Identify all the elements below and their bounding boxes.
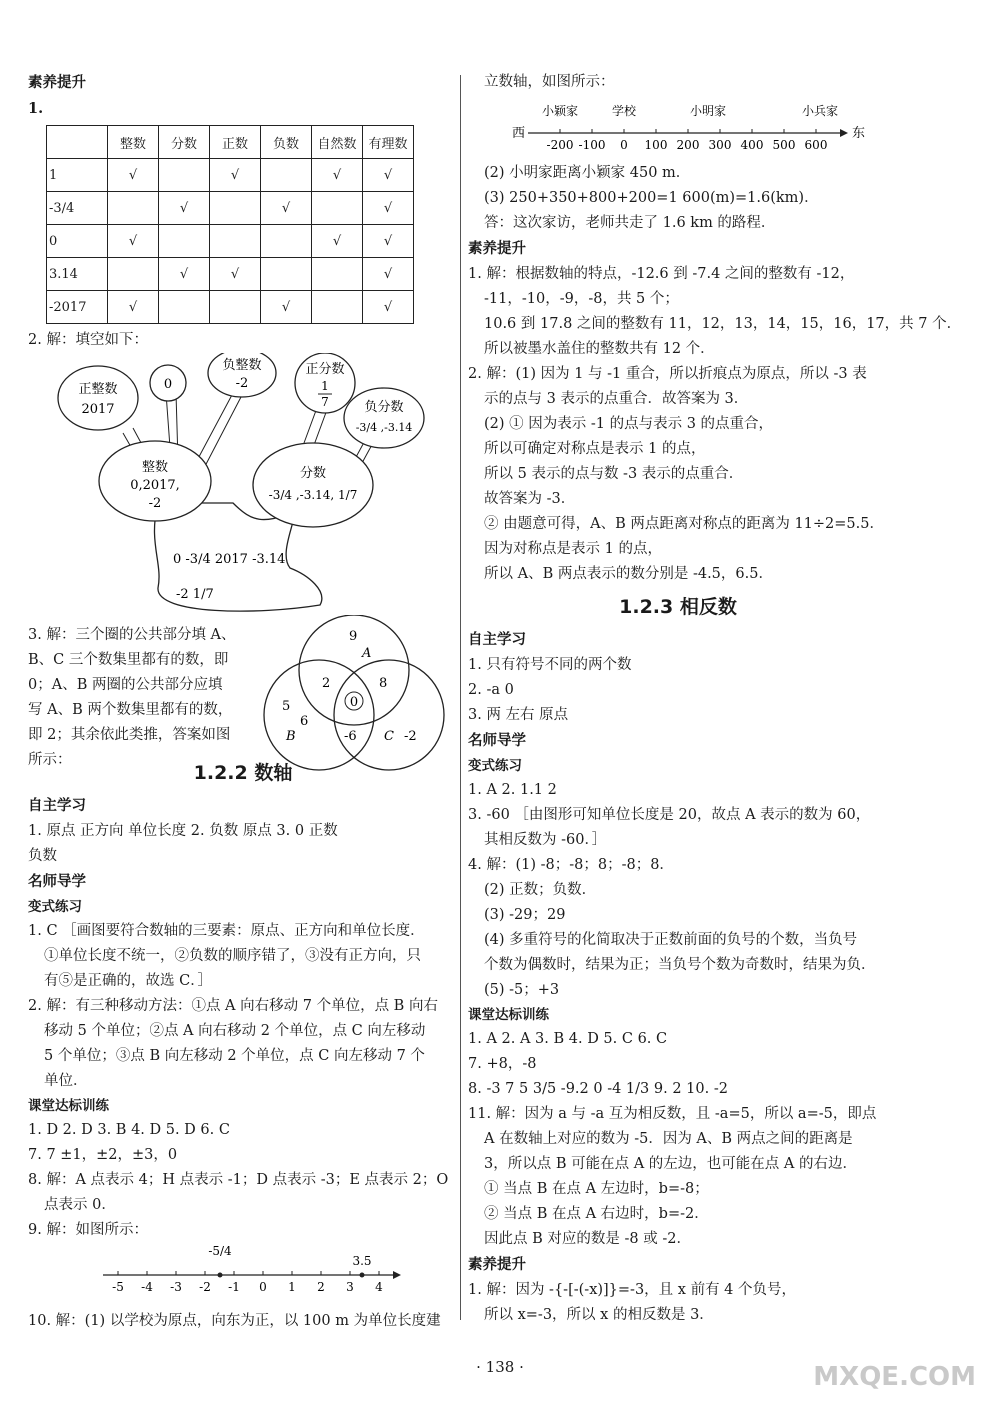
pos-frac-num: 1 [321, 379, 329, 393]
bianshi-line: 其相反数为 -60．］ [484, 832, 607, 848]
section-title-1-2-3: 1.2.3 相反数 [619, 596, 737, 618]
q10-line: 10. 解：(1) 以学校为原点，向东为正，以 100 m 为单位长度建 [28, 1313, 441, 1329]
page-number: · 138 · [476, 1358, 524, 1376]
column-divider [460, 75, 461, 1320]
ketang-line: 1. D 2. D 3. B 4. D 5. D 6. C [28, 1122, 230, 1138]
pos-frac-label: 正分数 [305, 362, 345, 377]
place-label-xiaoming: 小明家 [689, 104, 727, 118]
table-cell: √ [210, 258, 261, 291]
east-label: 东 [852, 126, 866, 141]
q9-tick-label: 4 [375, 1280, 383, 1294]
zizhu-heading: 自主学习 [28, 798, 86, 814]
bianshi-line: 2. 解：有三种移动方法：①点 A 向右移动 7 个单位，点 B 向右 [28, 998, 438, 1014]
zizhu-heading: 自主学习 [468, 632, 526, 648]
table-cell: √ [159, 192, 210, 225]
table-cell [210, 225, 261, 258]
venn-right: -2 [404, 729, 417, 744]
place-label-xiaobing: 小兵家 [801, 104, 839, 118]
bianshi-line: (2) 正数；负数． [484, 882, 597, 898]
table-row [47, 192, 414, 225]
venn-label-a: A [362, 646, 372, 661]
section-title-1-2-2: 1.2.2 数轴 [193, 762, 293, 784]
mingshi-heading: 名师导学 [468, 733, 526, 749]
zizhu-line: 1. 只有符号不同的两个数 [468, 657, 632, 673]
table-cell: √ [363, 225, 414, 258]
table-header: 分数 [159, 126, 210, 159]
suyang-line: 所以可确定对称点是表示 1 的点， [484, 441, 706, 457]
table-header: 有理数 [363, 126, 414, 159]
table-header [47, 126, 108, 159]
table-cell: √ [108, 291, 159, 324]
suyang-line: (2) ① 因为表示 -1 的点与表示 3 的点重合， [484, 416, 774, 432]
table-header: 负数 [261, 126, 312, 159]
integer-values-2: -2 [148, 496, 162, 511]
table-cell: √ [108, 225, 159, 258]
table-cell: √ [261, 192, 312, 225]
table-cell: √ [210, 159, 261, 192]
suyang-line: 1. 解：因为 -{-[-(-x)]}=-3，且 x 前有 4 个负号， [468, 1282, 797, 1298]
suyang-line: 1. 解：根据数轴的特点，-12.6 到 -7.4 之间的整数有 -12， [468, 266, 855, 282]
table-cell: √ [261, 291, 312, 324]
ketang-line: ② 当点 B 在点 A 右边时，b=-2． [484, 1206, 709, 1222]
q9-tick-label: -1 [228, 1280, 240, 1294]
trunk-values-1: 0 -3/4 2017 -3.14 [173, 552, 286, 567]
table-cell: √ [312, 225, 363, 258]
table-cell [261, 159, 312, 192]
ketang-line: 8. -3 7 5 3/5 -9.2 0 -4 1/3 9. 2 10. -2 [468, 1081, 728, 1097]
ketang-line: 11. 解：因为 a 与 -a 互为相反数，且 -a=5，所以 a=-5，即点 [468, 1106, 877, 1122]
distance-tick-label: 500 [772, 138, 796, 152]
table-cell [159, 291, 210, 324]
classification-table [46, 125, 414, 324]
q3-line: 写 A、B 两个数集里都有的数， [28, 702, 233, 718]
table-cell [210, 192, 261, 225]
suyang-line: 所以被墨水盖住的整数共有 12 个． [484, 341, 715, 357]
row-label: -3/4 [47, 192, 108, 225]
bianshi-line: 5 个单位；③点 B 向左移动 2 个单位，点 C 向左移动 7 个 [44, 1048, 425, 1064]
suyang-line: 10.6 到 17.8 之间的整数有 11，12，13，14，15，16，17，共 7 个． [484, 316, 962, 332]
q3-line: B、C 三个数集里都有的数，即 [28, 652, 229, 668]
axis-arrow [393, 1271, 401, 1279]
venn-ac: 8 [379, 676, 388, 691]
q3-block [28, 623, 458, 768]
number-line-q9 [28, 1243, 448, 1305]
q9-tick-label: 2 [317, 1280, 325, 1294]
zero-value: 0 [163, 377, 173, 392]
suyang-heading-2: 素养提升 [468, 241, 526, 257]
answer-line: (2) 小明家距离小颖家 450 m． [484, 165, 691, 181]
table-cell: √ [312, 159, 363, 192]
venn-left-2: 6 [300, 714, 309, 729]
mark-neg-five-quarters: -5/4 [208, 1244, 232, 1258]
pos-frac-den: 7 [321, 395, 329, 409]
continuation-line: 立数轴，如图所示： [484, 74, 615, 90]
zizhu-line: 3. 两 左右 原点 [468, 707, 569, 723]
suyang-line: 所以 x=-3，所以 x 的相反数是 3． [484, 1307, 714, 1323]
table-cell [159, 225, 210, 258]
ketang-line: 8. 解：A 点表示 4；H 点表示 -1；D 点表示 -3；E 点表示 2；O [28, 1172, 449, 1188]
distance-tick-label: 100 [644, 138, 668, 152]
answer-line: 答：这次家访，老师共走了 1.6 km 的路程． [484, 215, 776, 231]
pos-int-bubble [58, 366, 138, 430]
ketang-line: 1. A 2. A 3. B 4. D 5. C 6. C [468, 1031, 668, 1047]
table-cell [108, 258, 159, 291]
watermark-logo: MXQE.COM [813, 1362, 976, 1392]
table-cell [312, 258, 363, 291]
table-header: 整数 [108, 126, 159, 159]
venn-label-c: C [384, 729, 394, 744]
distance-tick-label: 400 [740, 138, 764, 152]
bianshi-line: 个数为偶数时，结果为正；当负号个数为奇数时，结果为负． [484, 957, 876, 973]
west-label: 西 [512, 126, 526, 141]
venn-label-b: B [286, 729, 296, 744]
fraction-values: -3/4 ,-3.14, 1/7 [268, 488, 358, 502]
distance-tick-label: 600 [804, 138, 828, 152]
neg-frac-value: -3/4 ,-3.14 [355, 421, 413, 434]
suyang-line: 示的点与 3 表示的点重合．故答案为 3． [484, 391, 749, 407]
venn-diagram [254, 615, 454, 775]
suyang-line: 因为对称点是表示 1 的点， [484, 541, 662, 557]
row-label: 3.14 [47, 258, 108, 291]
venn-top: 9 [349, 629, 358, 644]
bianshi-line: 4. 解：(1) -8；-8；8；-8；8． [468, 857, 674, 873]
tree-svg [28, 353, 448, 623]
ketang-line: A 在数轴上对应的数为 -5．因为 A、B 两点之间的距离是 [484, 1131, 853, 1147]
suyang-line: 所以 5 表示的点与数 -3 表示的点重合． [484, 466, 744, 482]
place-label-school: 学校 [611, 104, 637, 118]
number-tree-diagram [28, 353, 458, 623]
suyang-heading-3: 素养提升 [468, 1257, 526, 1273]
zizhu-line: 1. 原点 正方向 单位长度 2. 负数 原点 3. 0 正数 [28, 823, 338, 839]
row-label: 0 [47, 225, 108, 258]
ketang-line: 点表示 0． [44, 1197, 116, 1213]
pos-int-label: 正整数 [78, 382, 118, 397]
table-cell [261, 225, 312, 258]
distance-tick-label: 200 [676, 138, 700, 152]
bianshi-heading: 变式练习 [468, 758, 522, 774]
table-cell: √ [363, 258, 414, 291]
ketang-line: 7. +8，-8 [468, 1056, 537, 1072]
zizhu-line: 2. -a 0 [468, 682, 514, 698]
suyang-line: -11，-10，-9，-8，共 5 个； [484, 291, 679, 307]
table-header: 正数 [210, 126, 261, 159]
q3-line: 即 2；其余依此类推，答案如图 [28, 727, 231, 743]
bianshi-line: 移动 5 个单位；②点 A 向右移动 2 个单位，点 C 向左移动 [44, 1023, 426, 1039]
mark-three-point-five: 3.5 [352, 1254, 372, 1268]
neg-frac-label: 负分数 [364, 400, 404, 415]
fraction-label: 分数 [299, 466, 327, 481]
suyang-line: 故答案为 -3． [484, 491, 576, 507]
table-cell: √ [363, 159, 414, 192]
distance-tick-label: 300 [708, 138, 732, 152]
table-header-row [47, 126, 414, 159]
bianshi-line: (4) 多重符号的化简取决于正数前面的负号的个数，当负号 [484, 932, 858, 948]
table-cell [108, 192, 159, 225]
ketang-heading: 课堂达标训练 [28, 1098, 109, 1114]
venn-left: 5 [282, 699, 291, 714]
ketang-line: ① 当点 B 在点 A 左边时，b=-8； [484, 1181, 709, 1197]
venn-bc: -6 [344, 729, 357, 744]
q9-tick-label: -4 [141, 1280, 153, 1294]
bianshi-line: 有⑤是正确的，故选 C．］ [44, 973, 212, 989]
q9-tick-label: 3 [346, 1280, 354, 1294]
integer-label: 整数 [141, 460, 169, 475]
ketang-line: 3，所以点 B 可能在点 A 的左边，也可能在点 A 的右边． [484, 1156, 857, 1172]
right-column [468, 70, 962, 1328]
table-header: 自然数 [312, 126, 363, 159]
mingshi-heading: 名师导学 [28, 874, 86, 890]
suyang-heading-1: 素养提升 [28, 75, 86, 91]
bianshi-line: ①单位长度不统一，②负数的顺序错了，③没有正方向，只 [44, 948, 421, 964]
row-label: 1 [47, 159, 108, 192]
axis-arrow [840, 129, 848, 137]
bianshi-line: 1. C ［画图要符合数轴的三要素：原点、正方向和单位长度． [28, 923, 425, 939]
table-cell [210, 291, 261, 324]
bianshi-line: 单位． [44, 1073, 88, 1089]
table-row [47, 291, 414, 324]
venn-ab: 2 [322, 676, 331, 691]
left-column [28, 70, 458, 1334]
bianshi-line: (5) -5；+3 [484, 982, 560, 998]
q9-tick-label: -2 [199, 1280, 211, 1294]
suyang-line: ② 由题意可得，A、B 两点距离对称点的距离为 11÷2=5.5． [484, 516, 884, 532]
pos-int-value: 2017 [81, 402, 115, 417]
answer-line: (3) 250+350+800+200=1 600(m)=1.6(km)． [484, 190, 819, 206]
row-label: -2017 [47, 291, 108, 324]
table-cell [159, 159, 210, 192]
table-cell [312, 291, 363, 324]
bianshi-line: 1. A 2. 1.1 2 [468, 782, 557, 798]
bianshi-line: 3. -60 ［由图形可知单位长度是 20，故点 A 表示的数为 60， [468, 807, 871, 823]
distance-tick-label: -200 [546, 138, 574, 152]
q3-line: 所示： [28, 752, 72, 768]
q9-tick-label: 0 [259, 1280, 267, 1294]
table-cell: √ [108, 159, 159, 192]
neg-int-value: -2 [235, 376, 249, 391]
q9-tick-label: -3 [170, 1280, 182, 1294]
number-line-home-visits [468, 95, 888, 157]
point-neg-five-quarters [218, 1273, 223, 1278]
zizhu-line: 负数 [28, 848, 57, 864]
neg-frac-bubble [344, 388, 424, 448]
table-cell [261, 258, 312, 291]
venn-circle-c [334, 660, 444, 770]
bianshi-heading: 变式练习 [28, 899, 82, 915]
q9-tick-label: -5 [112, 1280, 124, 1294]
ketang-line: 9. 解：如图所示： [28, 1222, 148, 1238]
distance-tick-label: -100 [578, 138, 606, 152]
table-cell: √ [363, 192, 414, 225]
q2-intro: 2. 解：填空如下： [28, 332, 148, 348]
table-cell: √ [159, 258, 210, 291]
q9-tick-label: 1 [288, 1280, 296, 1294]
suyang-line: 2. 解：(1) 因为 1 与 -1 重合，所以折痕点为原点，所以 -3 表 [468, 366, 867, 382]
integer-values: 0,2017, [130, 478, 180, 493]
venn-circle-b [264, 660, 374, 770]
neg-int-label: 负整数 [222, 358, 262, 373]
place-label-xiaoying: 小颖家 [541, 104, 579, 118]
q3-line: 3. 解：三个圈的公共部分填 A、 [28, 627, 236, 643]
q3-text [28, 623, 248, 773]
point-three-point-five [360, 1273, 365, 1278]
table-cell [312, 192, 363, 225]
trunk-values-2: -2 1/7 [176, 587, 214, 602]
table-row [47, 225, 414, 258]
table-row [47, 258, 414, 291]
fraction-bubble [253, 443, 373, 527]
bianshi-line: (3) -29；29 [484, 907, 566, 923]
ketang-line: 因此点 B 对应的数是 -8 或 -2． [484, 1231, 691, 1247]
ketang-heading: 课堂达标训练 [468, 1007, 549, 1023]
table-cell: √ [363, 291, 414, 324]
q3-line: 0；A、B 两圈的公共部分应填 [28, 677, 223, 693]
ketang-line: 7. 7 ±1，±2，±3，0 [28, 1147, 178, 1163]
suyang-line: 所以 A、B 两点表示的数分别是 -4.5，6.5． [484, 566, 773, 582]
table-row [47, 159, 414, 192]
q1-label: 1. [28, 100, 44, 117]
distance-tick-label: 0 [620, 138, 628, 152]
venn-center: 0 [349, 695, 359, 710]
